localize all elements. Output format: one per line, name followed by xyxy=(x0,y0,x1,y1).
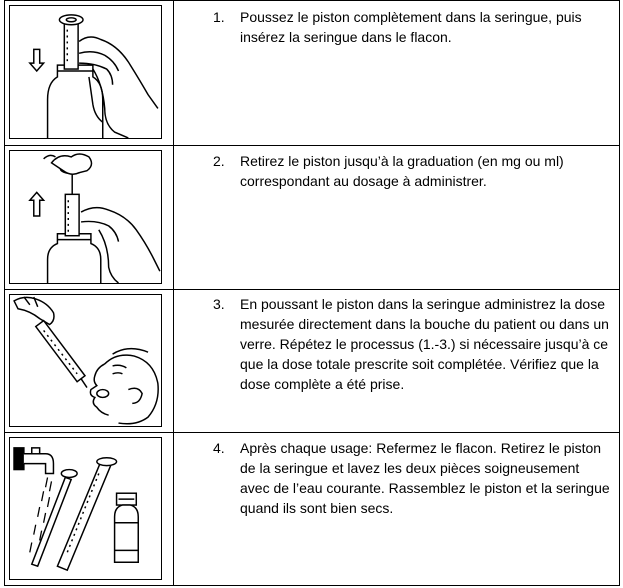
administer-dose-icon xyxy=(10,295,161,426)
illustration-step-1 xyxy=(9,5,162,139)
column-divider xyxy=(173,0,174,586)
row-divider xyxy=(4,289,620,290)
table-border-left xyxy=(4,0,5,586)
illustration-step-4 xyxy=(9,437,162,580)
step-number: 1. xyxy=(213,9,225,25)
illustration-step-2 xyxy=(9,150,162,284)
step-text: En poussant le piston dans la seringue administrez la dose mesurée directement dans la bouche du patient ou dans un verre. Répétez le processus (1.-3.) si nécessaire jusqu’à ce que la dose totale prescrite soit complétée. Vérifiez que la dose complète a été prise. xyxy=(240,296,609,392)
wash-syringe-icon xyxy=(10,438,161,579)
table-border-top xyxy=(4,0,620,1)
row-divider xyxy=(4,432,620,433)
illustration-step-3 xyxy=(9,294,162,427)
step-number: 2. xyxy=(213,153,225,169)
step-text: Poussez le piston complètement dans la seringue, puis insérez la seringue dans le flacon. xyxy=(240,9,582,45)
step-text: Retirez le piston jusqu’à la graduation (en mg ou ml) correspondant au dosage à administrer. xyxy=(240,153,564,189)
withdraw-plunger-icon xyxy=(10,151,161,283)
push-plunger-icon xyxy=(10,6,161,138)
step-number: 3. xyxy=(213,296,225,312)
table-border-bottom xyxy=(4,585,620,586)
step-number: 4. xyxy=(213,440,225,456)
row-divider xyxy=(4,145,620,146)
table-border-right xyxy=(619,0,620,586)
step-text: Après chaque usage: Refermez le flacon. Retirez le piston de la seringue et lavez les deux pièces soigneusement avec de l’eau courante. Rassemblez le piston et la seringue quand ils sont bien secs. xyxy=(240,440,610,516)
